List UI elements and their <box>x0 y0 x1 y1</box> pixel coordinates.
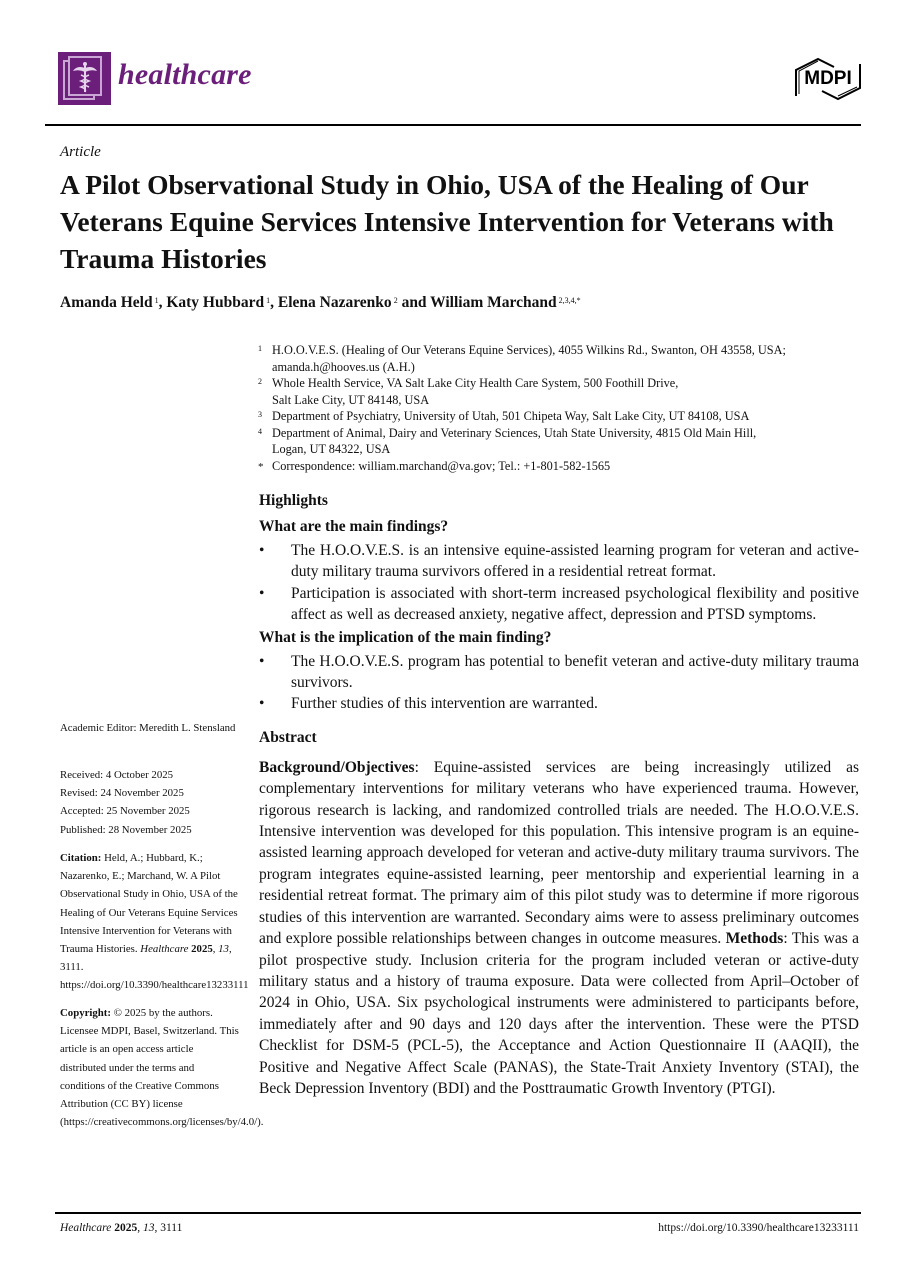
affiliation-number: 3 <box>258 410 262 419</box>
background-label: Background/Objectives <box>259 758 415 776</box>
bullet-icon <box>259 583 291 626</box>
affiliation-line: Department of Animal, Dairy and Veterinary Sciences, Utah State University, 4815 Old Main Hill, <box>272 425 757 440</box>
citation-doi[interactable]: , 3111. https://doi.org/10.3390/healthcare13233111 <box>60 943 249 992</box>
publisher-name: MDPI <box>804 68 852 89</box>
citation-label: Citation: <box>60 852 102 864</box>
background-text: : Equine-assisted services are being increasingly utilized as complementary interventions for military veterans who have experienced trauma. However, rigorous research is lacking, and randomized controlled trials are needed. The H.O.O.V.E.S. Intensive intervention was developed for this population. This intensive program is an equine-assisted learning approach developed for veteran and active-duty military trauma survivors. The program integrates equine-assisted learning, peer mentorship and experiential learning in a residential retreat format. The primary aim of this pilot study was to determine if more rigorous studies of this intervention are warranted. Secondary aims were to assess preliminary outcomes and explore possible relationships between changes in outcome measures. <box>259 758 859 948</box>
highlight-item <box>259 540 859 583</box>
publisher-logo <box>792 56 864 102</box>
author-name: Elena Nazarenko <box>277 294 392 311</box>
author-name: Katy Hubbard <box>166 294 265 311</box>
affiliations <box>258 342 858 474</box>
bullet-icon <box>259 540 291 583</box>
affiliation-line: Salt Lake City, UT 84148, USA <box>272 392 430 407</box>
author-name: William Marchand <box>430 294 557 311</box>
abstract-text <box>259 757 859 1100</box>
abstract-heading: Abstract <box>259 728 317 746</box>
affiliation-line: Department of Psychiatry, University of Utah, 501 Chipeta Way, Salt Lake City, UT 84108, USA <box>272 409 750 423</box>
highlights-question-1: What are the main findings? <box>259 518 449 535</box>
affiliation-text <box>272 408 749 425</box>
footer-doi-link[interactable]: https://doi.org/10.3390/healthcare13233111 <box>658 1222 859 1234</box>
publication-dates <box>60 766 240 839</box>
footer-article-number: , 3111 <box>154 1222 183 1234</box>
footer-divider <box>55 1212 861 1214</box>
highlight-item <box>259 651 859 694</box>
citation-year: 2025 <box>191 943 213 956</box>
author-affiliation-marker: 2 <box>393 296 398 305</box>
affiliation-number: 4 <box>258 426 262 436</box>
affiliation-line: amanda.h@hooves.us (A.H.) <box>272 359 415 374</box>
affiliation-number: * <box>258 460 264 473</box>
affiliation-text <box>272 425 756 458</box>
methods-label: Methods <box>725 930 784 948</box>
highlight-text: Further studies of this intervention are warranted. <box>291 695 598 713</box>
author-separator: , <box>158 294 167 311</box>
copyright-label: Copyright: <box>60 1007 111 1019</box>
affiliation-item <box>258 458 858 475</box>
citation-volume: 13 <box>218 943 229 956</box>
author-list <box>60 294 581 312</box>
affiliation-item <box>258 408 858 425</box>
bullet-icon <box>259 651 291 694</box>
author-name: Amanda Held <box>60 294 153 311</box>
affiliation-number: 1 <box>258 344 262 353</box>
academic-editor: Academic Editor: Meredith L. Stensland <box>60 722 236 734</box>
affiliation-line: Whole Health Service, VA Salt Lake City Health Care System, 500 Foothill Drive, <box>272 376 679 390</box>
highlight-text: The H.O.O.V.E.S. program has potential to benefit veteran and active-duty military trauma survivors. <box>291 652 859 692</box>
article-title: A Pilot Observational Study in Ohio, USA of the Healing of Our Veterans Equine Services Intensive Intervention for Veterans with Trauma Histories <box>60 169 834 274</box>
implications-list <box>259 651 859 715</box>
highlight-text: The H.O.O.V.E.S. is an intensive equine-assisted learning program for veteran and active-duty military trauma survivors offered in a residential retreat format. <box>291 542 859 581</box>
affiliation-line: H.O.O.V.E.S. (Healing of Our Veterans Equine Services), 4055 Wilkins Rd., Swanton, OH 43558, USA; <box>272 343 786 357</box>
affiliation-line: Correspondence: william.marchand@va.gov; Tel.: +1-801-582-1565 <box>272 458 611 473</box>
affiliation-text <box>272 458 610 475</box>
author-affiliation-marker: 2,3,4,* <box>558 296 581 305</box>
author-separator: , <box>270 294 278 311</box>
received-date: Received: 4 October 2025 <box>60 769 174 781</box>
highlight-text: Participation is associated with short-term increased psychological flexibility and positive affect as well as decreased anxiety, negative affect, depression and PTSD symptoms. <box>291 584 859 624</box>
affiliation-item <box>258 375 858 408</box>
journal-name: healthcare <box>118 58 252 91</box>
footer-citation: Healthcare 2025, 13, 3111 <box>60 1222 183 1234</box>
citation-text: Held, A.; Hubbard, K.; Nazarenko, E.; Marchand, W. A Pilot Observational Study in Ohio, USA of the Healing of Our Veterans Equine Services Intensive Intervention for Veterans with Trauma Histories. <box>60 852 238 956</box>
mdpi-hexagon-icon <box>792 56 864 102</box>
affiliation-item <box>258 425 858 458</box>
article-type: Article <box>60 144 101 160</box>
citation-journal: Healthcare <box>140 943 189 956</box>
affiliation-number: 2 <box>258 377 262 386</box>
published-date: Published: 28 November 2025 <box>60 823 192 836</box>
citation-block: Citation: Held, A.; Hubbard, K.; Nazarenko, E.; Marchand, W. A Pilot Observational Study in Ohio, USA of the Healing of Our Veterans Equine Services Intensive Intervention for Veterans with Trauma Histories. Healthcare 2025, 13, 3111. https://doi.org/10.3390/healthcare13233111 <box>60 852 249 992</box>
highlight-item <box>259 583 859 626</box>
author-affiliation-marker: 1 <box>154 296 159 305</box>
affiliation-text <box>272 342 786 375</box>
footer-journal: Healthcare <box>60 1222 112 1234</box>
caduceus-icon <box>58 52 111 105</box>
affiliation-text <box>272 375 678 408</box>
methods-text: : This was a pilot prospective study. Inclusion criteria for the program included veteran or active-duty military status and a history of trauma exposure. Data were collected from April–October of 2024 in Ohio, USA. Six psychological instruments were administered to participants before, immediately after and 90 days and 120 days after the intervention. These were the PTSD Checklist for DSM-5 (PCL-5), the Acceptance and Action Questionnaire II (AAQII), the Positive and Negative Affect Scale (PANAS), the State-Trait Anxiety Inventory (STAI), the Beck Depression Inventory (BDI) and the Posttraumatic Growth Inventory (PTGI). <box>259 930 859 1097</box>
highlights-heading: Highlights <box>259 492 328 509</box>
journal-logo <box>58 52 111 105</box>
author-separator: and <box>397 294 431 311</box>
highlights-question-2: What is the implication of the main finding? <box>259 628 552 646</box>
highlight-item <box>259 693 859 714</box>
accepted-date: Accepted: 25 November 2025 <box>60 805 190 818</box>
header-divider <box>45 124 861 126</box>
copyright-block <box>60 1004 264 1131</box>
affiliation-item <box>258 342 858 375</box>
revised-date: Revised: 24 November 2025 <box>60 787 184 800</box>
findings-list <box>259 540 859 626</box>
main-column <box>259 492 859 1099</box>
footer-volume: 13 <box>142 1222 155 1234</box>
copyright-text: © 2025 by the authors. Licensee MDPI, Basel, Switzerland. This article is an open access article distributed under the terms and conditions of the Creative Commons Attribution (CC BY) license (https://creativecommons.org/licenses/by/4.0/). <box>60 1007 264 1129</box>
footer-year: 2025 <box>114 1222 138 1234</box>
author-affiliation-marker: 1 <box>266 296 271 305</box>
bullet-icon <box>259 693 291 714</box>
affiliation-line: Logan, UT 84322, USA <box>272 442 391 456</box>
